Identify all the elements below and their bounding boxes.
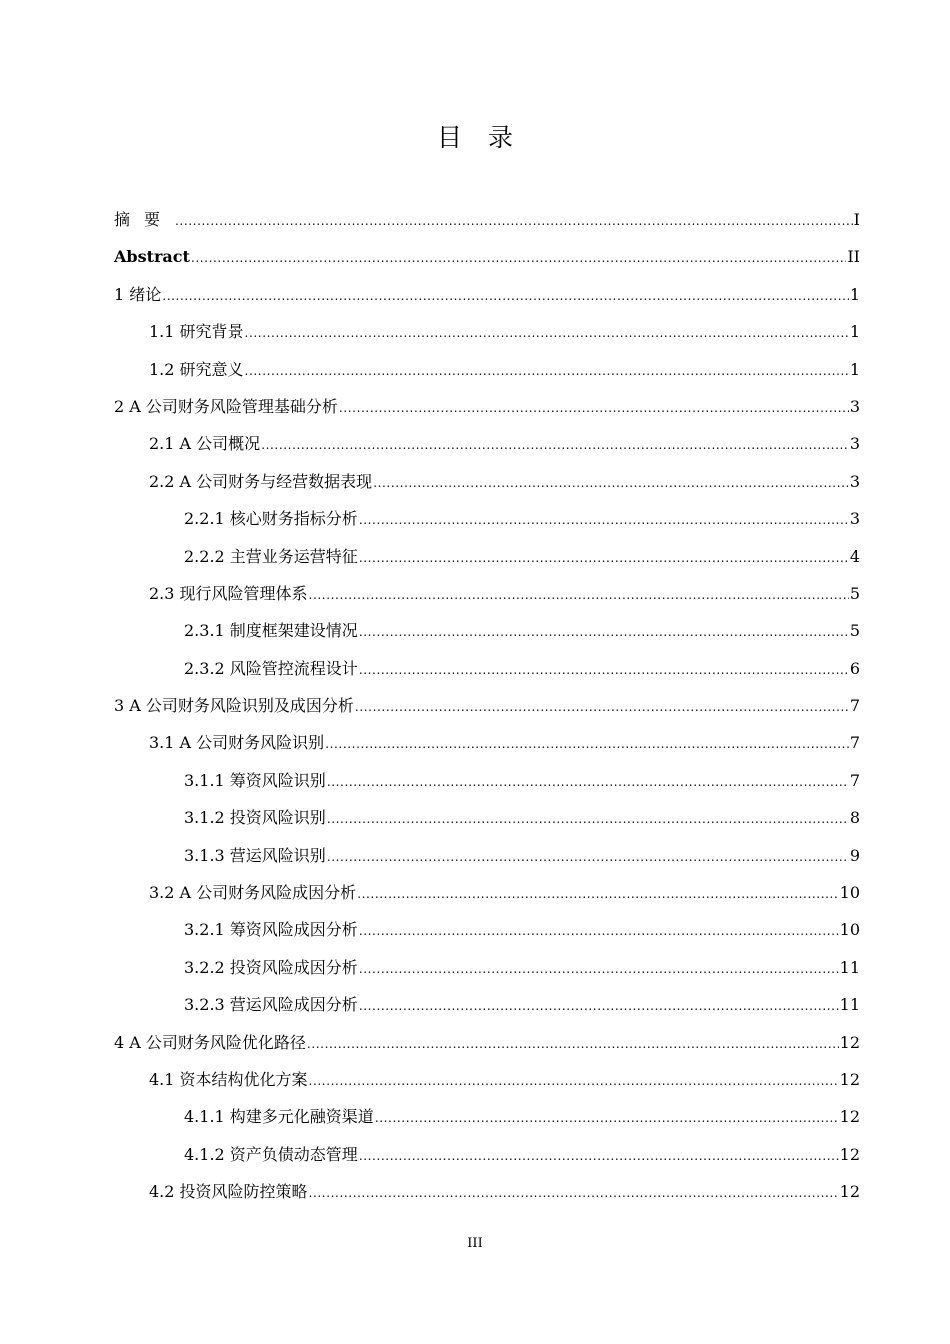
toc-dot-leader <box>162 278 849 315</box>
toc-dot-leader <box>359 540 849 577</box>
toc-entry-page: 9 <box>849 845 860 865</box>
toc-entry-label: 3.1 A 公司财务风险识别 <box>149 733 325 753</box>
toc-dot-leader <box>373 465 849 502</box>
toc-entry[interactable] <box>114 911 860 948</box>
toc-entry-page: 3 <box>849 509 860 529</box>
toc-entry-label: 3.2 A 公司财务风险成因分析 <box>149 883 357 903</box>
toc-entry-page: 12 <box>839 1032 860 1052</box>
toc-entry-page: 10 <box>839 920 860 940</box>
toc-entry[interactable] <box>114 874 860 911</box>
toc-entry-page: 1 <box>849 359 860 379</box>
toc-entry-page: 7 <box>849 696 860 716</box>
toc-entry[interactable] <box>114 313 860 350</box>
toc-dot-leader <box>359 913 839 950</box>
toc-entry-page: 8 <box>849 808 860 828</box>
toc-entry[interactable] <box>114 687 860 724</box>
toc-entry-label: 1 绪论 <box>114 284 162 304</box>
toc-entry[interactable] <box>114 351 860 388</box>
toc-dot-leader <box>375 1100 839 1137</box>
toc-entry-page: 10 <box>839 883 860 903</box>
toc-entry-page: 11 <box>839 995 860 1015</box>
table-of-contents <box>114 201 860 1211</box>
toc-dot-leader <box>357 876 838 913</box>
toc-entry[interactable] <box>114 1173 860 1210</box>
toc-entry[interactable] <box>114 949 860 986</box>
toc-entry-page: 12 <box>839 1107 860 1127</box>
toc-entry[interactable] <box>114 650 860 687</box>
toc-entry-label: 3.1.3 营运风险识别 <box>184 845 326 865</box>
toc-entry[interactable] <box>114 538 860 575</box>
toc-entry[interactable] <box>114 575 860 612</box>
toc-entry-label: 4.1.2 资产负债动态管理 <box>184 1144 358 1164</box>
toc-entry-page: 5 <box>849 583 860 603</box>
toc-dot-leader <box>175 203 853 240</box>
toc-entry-label: 4.2 投资风险防控策略 <box>149 1182 308 1202</box>
toc-entry-page: 7 <box>849 770 860 790</box>
toc-entry-page: 3 <box>849 471 860 491</box>
toc-entry[interactable] <box>114 986 860 1023</box>
toc-dot-leader <box>327 801 849 838</box>
toc-entry-label: 3.1.1 筹资风险识别 <box>184 770 326 790</box>
toc-entry-label: 4.1 资本结构优化方案 <box>149 1069 308 1089</box>
toc-entry-label: 2.2 A 公司财务与经营数据表现 <box>149 471 373 491</box>
toc-entry-page: 1 <box>849 322 860 342</box>
toc-entry[interactable] <box>114 1136 860 1173</box>
toc-entry-label: 1.2 研究意义 <box>149 359 244 379</box>
toc-dot-leader <box>359 502 849 539</box>
toc-entry-label: 2.2.1 核心财务指标分析 <box>184 509 358 529</box>
toc-entry-label: 4.1.1 构建多元化融资渠道 <box>184 1107 374 1127</box>
toc-entry-label: 2.3.1 制度框架建设情况 <box>184 621 358 641</box>
toc-entry-page: I <box>853 210 860 229</box>
toc-dot-leader <box>359 652 849 689</box>
toc-entry-label: 3.2.3 营运风险成因分析 <box>184 995 358 1015</box>
toc-entry[interactable] <box>114 500 860 537</box>
toc-entry[interactable] <box>114 425 860 462</box>
toc-entry[interactable] <box>114 837 860 874</box>
toc-entry-label: 3.1.2 投资风险识别 <box>184 808 326 828</box>
toc-entry-label: 3.2.1 筹资风险成因分析 <box>184 920 358 940</box>
toc-entry-page: 3 <box>849 434 860 454</box>
toc-entry-label: 1.1 研究背景 <box>149 322 244 342</box>
toc-entry-label: 2.1 A 公司概况 <box>149 434 261 454</box>
toc-dot-leader <box>359 1138 839 1175</box>
toc-entry-label: 4 A 公司财务风险优化路径 <box>114 1032 306 1052</box>
toc-entry-page: 1 <box>849 284 860 304</box>
toc-entry-page: II <box>847 247 860 267</box>
toc-entry-page: 5 <box>849 621 860 641</box>
toc-entry-page: 12 <box>839 1144 860 1164</box>
toc-dot-leader <box>327 839 849 876</box>
toc-entry-page: 7 <box>849 733 860 753</box>
toc-dot-leader <box>191 240 846 277</box>
toc-entry-label: 2.2.2 主营业务运营特征 <box>184 546 358 566</box>
toc-entry-page: 3 <box>849 396 860 416</box>
toc-entry[interactable] <box>114 1024 860 1061</box>
toc-dot-leader <box>325 726 849 763</box>
toc-entry[interactable] <box>114 1098 860 1135</box>
toc-entry-page: 12 <box>839 1182 860 1202</box>
toc-entry-label: 3 A 公司财务风险识别及成因分析 <box>114 696 354 716</box>
toc-entry-page: 4 <box>849 546 860 566</box>
toc-dot-leader <box>339 390 849 427</box>
toc-entry-label: Abstract <box>114 247 190 267</box>
toc-entry[interactable] <box>114 724 860 761</box>
toc-dot-leader <box>309 1063 839 1100</box>
toc-entry-label: 2.3.2 风险管控流程设计 <box>184 658 358 678</box>
toc-dot-leader <box>309 577 849 614</box>
toc-dot-leader <box>245 353 849 390</box>
toc-dot-leader <box>359 951 839 988</box>
toc-entry[interactable] <box>114 1061 860 1098</box>
toc-dot-leader <box>359 614 849 651</box>
toc-entry[interactable] <box>114 799 860 836</box>
toc-entry[interactable] <box>114 201 860 238</box>
toc-entry-page: 12 <box>839 1069 860 1089</box>
toc-entry-label: 2 A 公司财务风险管理基础分析 <box>114 396 338 416</box>
toc-dot-leader <box>327 764 849 801</box>
toc-dot-leader <box>359 988 839 1025</box>
toc-dot-leader <box>355 689 849 726</box>
toc-entry-label: 3.2.2 投资风险成因分析 <box>184 957 358 977</box>
toc-entry[interactable] <box>114 276 860 313</box>
toc-entry-page: 11 <box>839 957 860 977</box>
toc-entry[interactable] <box>114 762 860 799</box>
toc-entry[interactable] <box>114 463 860 500</box>
toc-dot-leader <box>309 1175 839 1212</box>
toc-entry[interactable] <box>114 388 860 425</box>
toc-dot-leader <box>245 315 849 352</box>
page-title: 目录 <box>436 123 539 152</box>
page-number: III <box>467 1236 483 1251</box>
toc-dot-leader <box>307 1026 839 1063</box>
toc-entry-label: 2.3 现行风险管理体系 <box>149 583 308 603</box>
toc-entry-label: 摘要 <box>114 210 175 229</box>
toc-dot-leader <box>261 427 849 464</box>
toc-entry[interactable] <box>114 238 860 275</box>
toc-entry[interactable] <box>114 612 860 649</box>
toc-entry-page: 6 <box>849 658 860 678</box>
